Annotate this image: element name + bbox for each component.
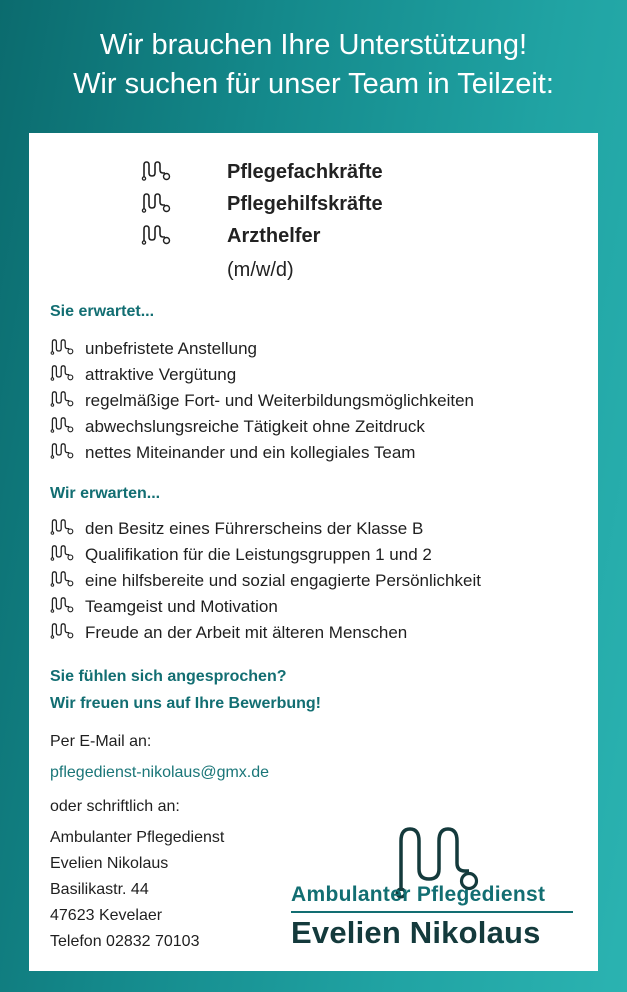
list-item bbox=[50, 440, 474, 466]
stethoscope-icon bbox=[50, 517, 74, 537]
stethoscope-icon bbox=[141, 191, 171, 215]
list-item bbox=[50, 594, 481, 620]
postal-address bbox=[50, 825, 224, 955]
list-item bbox=[50, 362, 474, 388]
list-item-text: eine hilfsbereite und sozial engagierte Persönlichkeit bbox=[85, 571, 481, 590]
postal-label: oder schriftlich an: bbox=[50, 798, 180, 815]
logo-title: Evelien Nikolaus bbox=[291, 915, 541, 950]
headline-line-2: Wir suchen für unser Team in Teilzeit: bbox=[73, 68, 554, 100]
list-item-text: attraktive Vergütung bbox=[85, 365, 237, 384]
list-item-text: Qualifikation für die Leistungsgruppen 1 und 2 bbox=[85, 545, 432, 564]
address-line: Ambulanter Pflegedienst bbox=[50, 829, 225, 846]
requirements-list bbox=[50, 516, 481, 646]
list-item bbox=[50, 542, 481, 568]
email-link[interactable]: pflegedienst-nikolaus@gmx.de bbox=[50, 764, 270, 781]
headline-line-1: Wir brauchen Ihre Unterstützung! bbox=[99, 29, 528, 61]
job-title: Pflegefachkräfte bbox=[227, 161, 383, 183]
list-item-text: den Besitz eines Führerscheins der Klasse B bbox=[85, 519, 424, 538]
list-item-text: Freude an der Arbeit mit älteren Menschen bbox=[85, 623, 408, 642]
list-item-text: Teamgeist und Motivation bbox=[85, 597, 278, 616]
offer-list bbox=[50, 336, 474, 466]
requirements-heading: Wir erwarten... bbox=[50, 485, 161, 502]
stethoscope-icon bbox=[50, 543, 74, 563]
offer-heading: Sie erwartet... bbox=[50, 303, 155, 320]
stethoscope-icon bbox=[50, 569, 74, 589]
content-card bbox=[29, 133, 598, 971]
headline bbox=[0, 26, 627, 104]
phone-line: Telefon 02832 70103 bbox=[50, 933, 200, 950]
stethoscope-icon bbox=[50, 415, 74, 435]
logo-subtitle: Ambulanter Pflegedienst bbox=[291, 883, 546, 906]
call-to-action bbox=[50, 663, 321, 717]
list-item bbox=[50, 336, 474, 362]
job-title: Pflegehilfskräfte bbox=[227, 193, 383, 215]
stethoscope-icon bbox=[50, 389, 74, 409]
stethoscope-icon bbox=[141, 223, 171, 247]
list-item-text: regelmäßige Fort- und Weiterbildungsmöglichkeiten bbox=[85, 391, 474, 410]
list-item-text: unbefristete Anstellung bbox=[85, 339, 258, 358]
cta-line-1: Sie fühlen sich angesprochen? bbox=[50, 668, 287, 685]
list-item-text: nettes Miteinander und ein kollegiales Team bbox=[85, 443, 416, 462]
stethoscope-icon bbox=[50, 621, 74, 641]
stethoscope-icon bbox=[50, 441, 74, 461]
email-label: Per E-Mail an: bbox=[50, 733, 152, 750]
list-item bbox=[50, 388, 474, 414]
cta-line-2: Wir freuen uns auf Ihre Bewerbung! bbox=[50, 695, 321, 712]
list-item bbox=[50, 516, 481, 542]
stethoscope-icon bbox=[50, 337, 74, 357]
address-line: 47623 Kevelaer bbox=[50, 907, 163, 924]
address-line: Basilikastr. 44 bbox=[50, 881, 149, 898]
list-item bbox=[50, 568, 481, 594]
stethoscope-icon bbox=[50, 363, 74, 383]
stethoscope-icon bbox=[50, 595, 74, 615]
list-item bbox=[50, 620, 481, 646]
job-title: Arzthelfer bbox=[227, 225, 321, 247]
logo-divider bbox=[291, 911, 573, 913]
stethoscope-icon bbox=[141, 159, 171, 183]
gender-note: (m/w/d) bbox=[227, 259, 294, 281]
list-item-text: abwechslungsreiche Tätigkeit ohne Zeitdruck bbox=[85, 417, 425, 436]
list-item bbox=[50, 414, 474, 440]
address-line: Evelien Nikolaus bbox=[50, 855, 169, 872]
